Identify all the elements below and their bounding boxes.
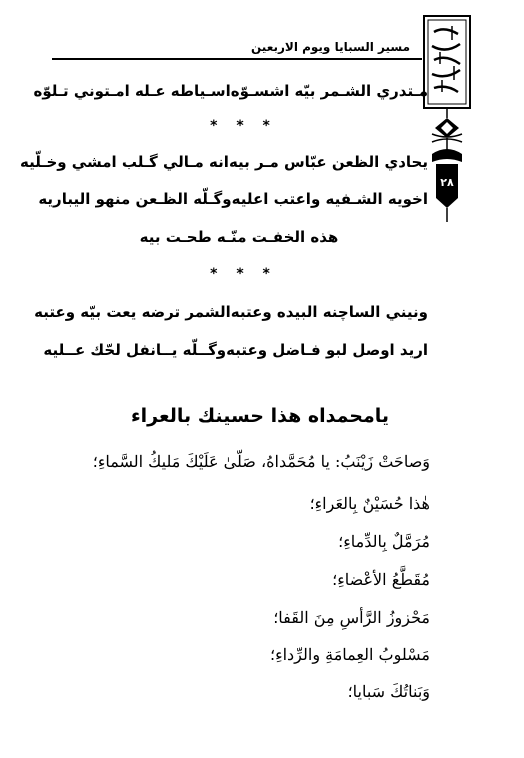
stars-separator: * * * xyxy=(210,118,270,134)
hemistich-right: اريد اوصل لبو فـاضل وعتبه xyxy=(226,341,428,359)
poem-line xyxy=(38,190,428,208)
hemistich-left: الشمر ترضه يعت بيّه وعتبه xyxy=(34,303,231,321)
prose-line: مُرَمَّلٌ بِالدِّماءِ؛ xyxy=(338,532,430,551)
book-emblem-icon xyxy=(422,14,472,224)
page-number: ٢٨ xyxy=(440,176,454,189)
poem-line xyxy=(19,153,428,171)
section-title: يامحمداه هذا حسينك بالعراء xyxy=(130,405,390,427)
poem-line xyxy=(43,341,428,359)
hemistich-left: انه مـالي گـلب امشي وخـلّيه xyxy=(19,153,229,171)
hemistich-left: وگــلّه يــانفل لحّك عــليه xyxy=(43,341,227,359)
prose-line: مَسْلوبُ العِمامَةِ والرِّداءِ؛ xyxy=(269,645,430,664)
hemistich-right: ونيني الساچنه البيده وعتبه xyxy=(230,303,428,321)
hemistich-right: يحادي الظعن عبّاس مـر بيه xyxy=(228,153,428,171)
poem-line xyxy=(34,303,428,321)
hemistich-right: مـتدري الشـمر بيّه اشسـوّه xyxy=(230,82,428,100)
header-rule xyxy=(52,58,422,60)
hemistich-right: اخويه الشـفيه واعتب اعليه xyxy=(231,190,428,208)
prose-line: هٰذا حُسَيْنٌ بِالعَراءِ؛ xyxy=(309,494,430,513)
prose-line: مَحْزوزُ الرَّأسِ مِنَ القَفا؛ xyxy=(273,608,430,627)
prose-line: مُقَطَّعُ الأعْضاءِ؛ xyxy=(332,570,430,589)
stars-separator: * * * xyxy=(210,266,270,282)
header-title: مسير السبايا ويوم الاربعين xyxy=(251,40,410,54)
prose-line: وَصاحَتْ زَيْنَبُ: يا مُحَمَّداهُ، صَلّىٰ عَلَيْكَ مَليكُ السَّماءِ؛ xyxy=(92,452,430,471)
poem-line xyxy=(33,82,428,100)
hemistich-left: وگـلّه الظـعن منهو اليباريه xyxy=(38,190,232,208)
prose-line: وَبَناتُكَ سَبايا؛ xyxy=(347,682,430,701)
hemistich-left: اسـياطه عـله امـتوني تـلوّه xyxy=(33,82,231,100)
poem-line-centered: هذه الخفـت منّـه طحـت بيه xyxy=(139,228,339,246)
